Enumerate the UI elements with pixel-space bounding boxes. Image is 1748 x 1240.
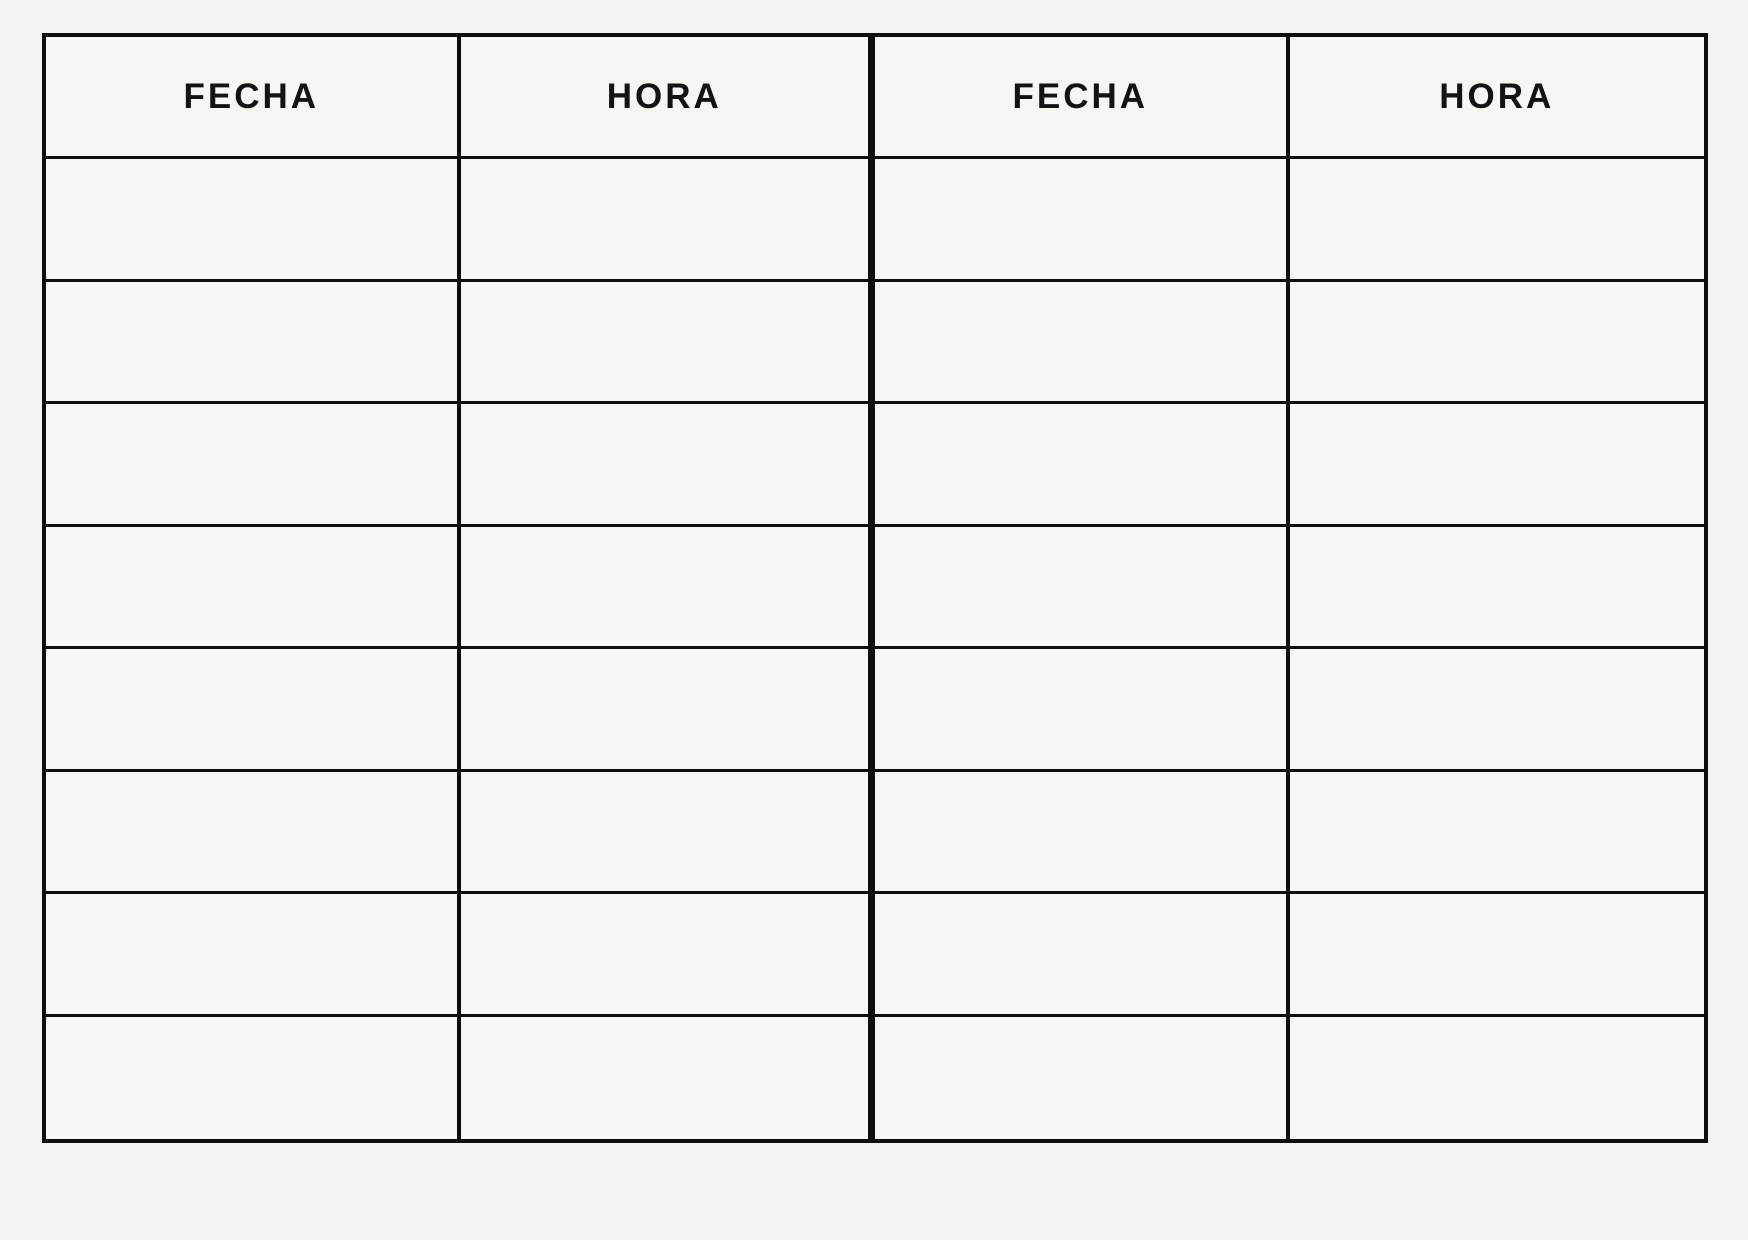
table-cell [46,772,461,894]
table-cell [461,282,876,404]
table-cell [1290,772,1705,894]
table-cell [461,527,876,649]
table-cell [1290,649,1705,771]
table-cell [875,772,1290,894]
table-cell [1290,1017,1705,1139]
table-cell [46,282,461,404]
table-cell [46,894,461,1016]
table-cell [461,894,876,1016]
table-cell [875,649,1290,771]
table-cell [461,404,876,526]
table-cell [875,527,1290,649]
table-cell [1290,894,1705,1016]
table-cell [461,649,876,771]
table-cell [461,1017,876,1139]
schedule-table [42,33,1708,1143]
table-cell [875,159,1290,281]
table-cell [875,282,1290,404]
table-cell [1290,404,1705,526]
table-cell [46,404,461,526]
table-cell [46,527,461,649]
table-cell [46,1017,461,1139]
table-cell [875,404,1290,526]
column-header-hora-2: HORA [1290,37,1705,159]
table-cell [1290,282,1705,404]
table-cell [1290,159,1705,281]
table-cell [1290,527,1705,649]
table-cell [461,159,876,281]
column-header-hora-1: HORA [461,37,876,159]
table-cell [46,159,461,281]
table-cell [875,1017,1290,1139]
column-header-fecha-2: FECHA [875,37,1290,159]
table-cell [46,649,461,771]
column-header-fecha-1: FECHA [46,37,461,159]
table-cell [461,772,876,894]
table-cell [875,894,1290,1016]
